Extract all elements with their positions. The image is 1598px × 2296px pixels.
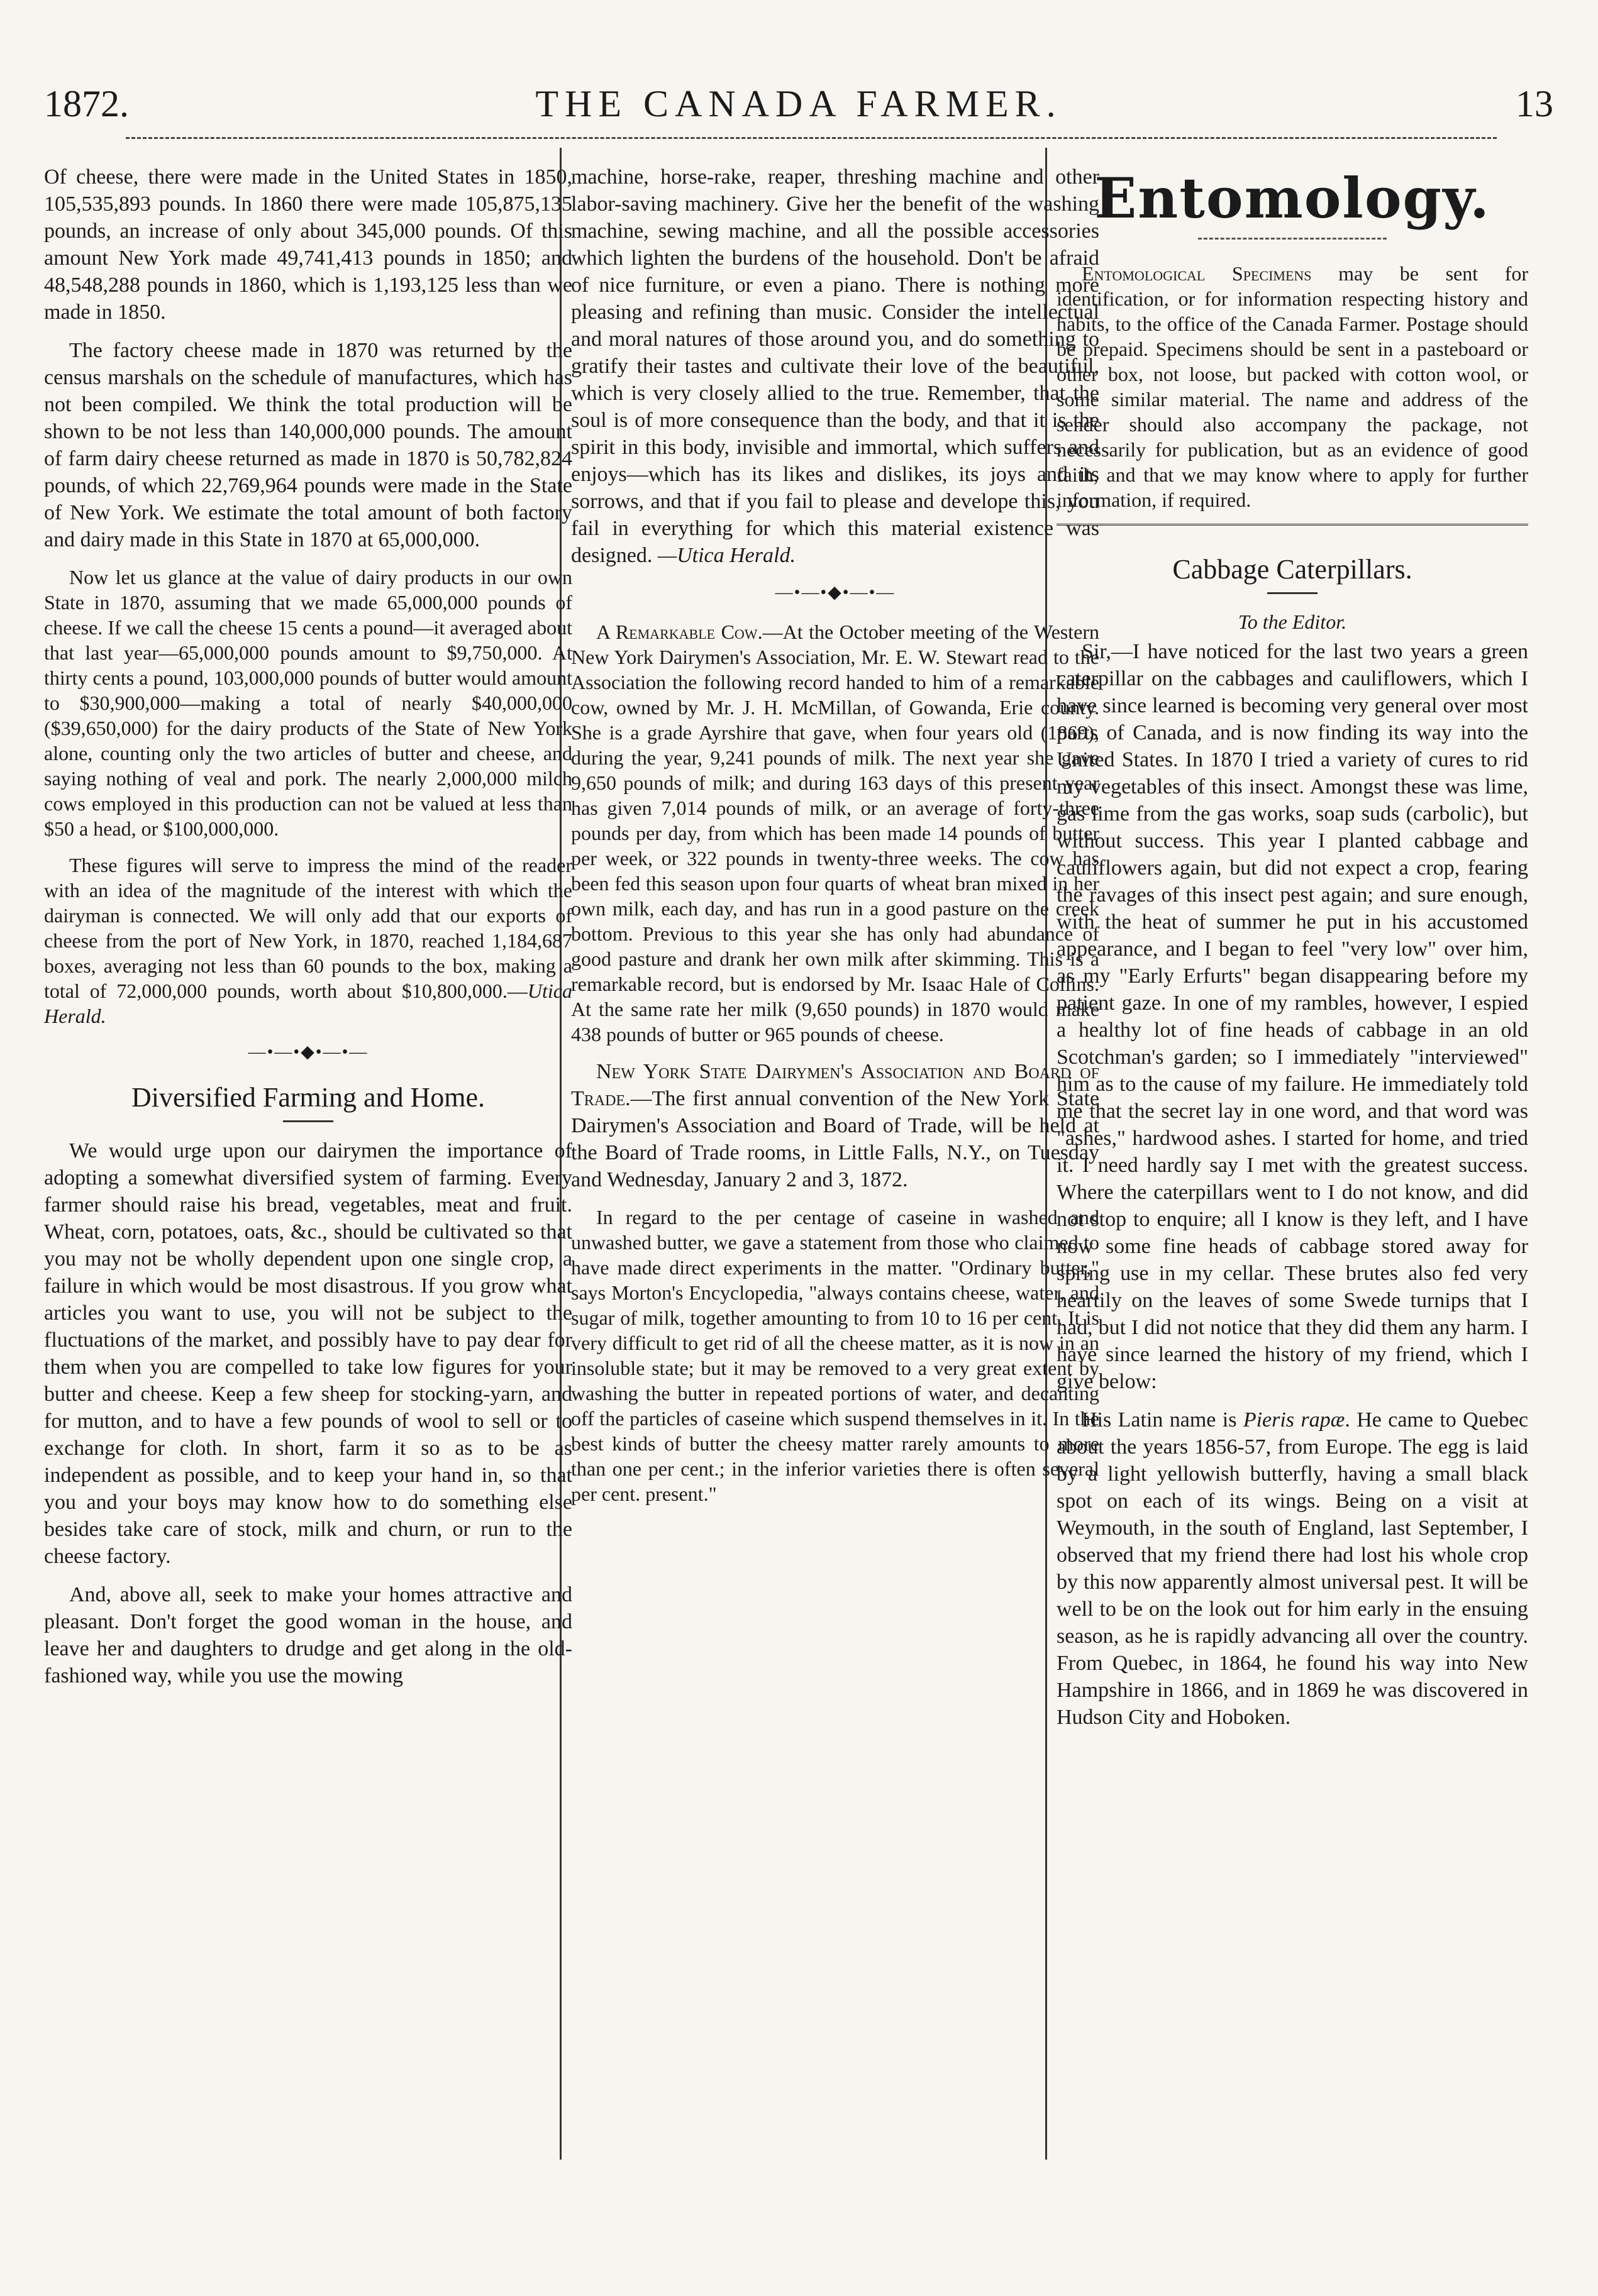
paragraph-lead: A Remarkable Cow. — [596, 621, 763, 643]
notice-paragraph — [1057, 261, 1528, 512]
section-title: Diversified Farming and Home. — [131, 1082, 486, 1113]
article-paragraph — [44, 853, 572, 1029]
column-3 — [1057, 163, 1528, 1742]
article-paragraph — [571, 619, 1099, 1047]
article-paragraph — [571, 1058, 1099, 1193]
header-page-number: 13 — [1516, 83, 1553, 124]
paragraph-lead: Entomological Specimens — [1082, 262, 1312, 285]
latin-name: Pieris rapæ — [1243, 1408, 1345, 1432]
column-2 — [571, 163, 1099, 1518]
paragraph-text: His Latin name is — [1082, 1408, 1243, 1432]
article-paragraph — [1057, 1406, 1528, 1731]
title-rule — [1267, 592, 1318, 594]
ornamental-separator: —•—•◆•—•— — [248, 1042, 369, 1062]
article-paragraph: In regard to the per centage of caseine in washed and unwashed butter, we gave a statement from those who claimed to have made direct experiments in the matter. "Ordinary butter," says Morton's Encyclopedia, "always contains cheese, water, and sugar of milk, together amounting to from 10 to 16 per cent. It is very difficult to get rid of all the cheese matter, as it is now in an insoluble state; but it may be removed to a very great extent by washing the butter in repeated portions of water, and decanting off the particles of caseine which suspend themselves in it. In the best kinds of butter the cheesy matter rarely amounts to more than one per cent.; in the inferior varieties there is often several per cent. present." — [571, 1206, 1099, 1505]
header-rule — [126, 137, 1497, 139]
section-heading-entomology: Entomology. — [1094, 165, 1490, 231]
article-paragraph: We would urge upon our dairymen the importance of adopting a somewhat diversified system of farming. Every farmer should raise his bread, vegetables, meat and fruit. Wheat, corn, potatoes, oats, &c., should be cultivated so that you may not be wholly dependent upon one single crop, a failure in which would be most disastrous. If you grow what articles you want to use, you will not be subject to the fluctuations of the market, and possibly have to pay dear for them when you are compelled to take low figures for your butter and cheese. Keep a few sheep for stocking-yarn, and for mutton, and to have a few pounds of wool to sell or to exchange for cloth. In short, farm it so as to be as independent as possible, and to keep your hand in, so that you and your boys may know how to do something else besides take care of stock, milk and churn, or run to the cheese factory. — [44, 1139, 572, 1568]
paragraph-text: machine, horse-rake, reaper, threshing machine and other labor-saving machinery. Give her the benefit of the washing machine, sewing machine, and all the possible accessories which lighten the burdens of the household. Don't be afraid of nice furniture, or even a piano. There is nothing more pleasing and refining than music. Consider the intellectual and moral natures of those around you, and do something to gratify their tastes and cultivate their love of the beautiful, which is very closely allied to the true. Remember, that the soul is of more consequence than the body, and that it is the spirit in this body, invisible and immortal, which suffers and enjoys—which has its likes and dislikes, its joys and its sorrows, and that if you fail to please and develope this, you fail in everything for which this material existence was designed. — [571, 165, 1099, 567]
title-rule — [283, 1120, 333, 1122]
article-paragraph — [571, 163, 1099, 569]
page-header — [44, 75, 1553, 132]
column-1 — [44, 163, 572, 1701]
paragraph-text: These figures will serve to impress the mind of the reader with an idea of the magnitude of the interest with which the dairyman is connected. We will only add that our exports of cheese from the port of New York, in 1870, reached 1,184,687 boxes, averaging not less than 60 pounds to the box, making a total of 72,000,000 pounds, worth about $10,800,000.— — [44, 854, 572, 1002]
article-paragraph: And, above all, seek to make your homes attractive and pleasant. Don't forget the good woman in the house, and leave her and daughters to drudge and get along in the old-fashioned way, while you use the mowing — [44, 1583, 572, 1687]
heading-rule — [1198, 238, 1387, 240]
header-title: THE CANADA FARMER. — [535, 83, 1062, 124]
section-title: Cabbage Caterpillars. — [1172, 554, 1412, 585]
section-rule — [1057, 524, 1528, 526]
header-year: 1872. — [44, 83, 129, 124]
ornamental-separator: —•—•◆•—•— — [775, 583, 896, 602]
paragraph-text: —At the October meeting of the Western New York Dairymen's Association, Mr. E. W. Stewart read to the Association the following record handed to him of a remarkable cow, owned by Mr. J. H. McMillan, of Gowanda, Erie county. She is a grade Ayrshire that gave, when four years old (1869), during the year, 9,241 pounds of milk. The next year she gave 9,650 pounds of milk; and during 163 days of this present year has given 7,014 pounds of milk, or an average of forty-three pounds per day, from which has been made 14 pounds of butter per week, or 322 pounds in twenty-three weeks. The cow has been fed this season upon four quarts of wheat bran mixed in her own milk, each day, and has run in a good pasture on the creek bottom. Previous to this year she has only had abundance of good pasture and drank her own milk after skimming. This is a remarkable record, but is endorsed by Mr. Isaac Hale of Collins. At the same rate her milk (9,650 pounds) in 1870 would make 438 pounds of butter or 965 pounds of cheese. — [571, 621, 1100, 1046]
paragraph-text: —The first annual convention of the New York State Dairymen's Association and Board of Trade, will be held at the Board of Trade rooms, in Little Falls, N.Y., on Tuesday and Wednesday, January 2 and 3, 1872. — [571, 1087, 1099, 1191]
paragraph-text: may be sent for identification, or for information respecting history and habits, to the office of the Canada Farmer. Postage should be prepaid. Specimens should be sent in a pasteboard or other box, not loose, but packed with cotton wool, or some similar material. The name and address of the sender should also accompany the package, not necessarily for publication, but as an evidence of good faith, and that we may know where to apply for further information, if required. — [1057, 262, 1528, 511]
article-paragraph: Now let us glance at the value of dairy products in our own State in 1870, assuming that we made 65,000,000 pounds of cheese. If we call the cheese 15 cents a pound—it averaged about that last year—65,000,000 pounds amount to $9,750,000. At thirty cents a pound, 103,000,000 pounds of butter would amount to $30,900,000—making a total of nearly $40,000,000 ($39,650,000) for the dairy products of the State of New York alone, counting only the two articles of butter and cheese, and saying nothing of veal and pork. The nearly 2,000,000 milch cows employed in this production can not be valued at less than $50 a head, or $100,000,000. — [44, 566, 572, 840]
letter-salutation: To the Editor. — [1238, 610, 1347, 633]
paragraph-text: . He came to Quebec about the years 1856-57, from Europe. The egg is laid by a light yellowish butterfly, having a small black spot on each of its wings. Being on a visit at Weymouth, in the south of England, last September, I observed that my friend there had lost his whole crop by this now apparently almost universal pest. It will be well to be on the look out for him early in the ensuing season, as he is rapidly advancing all over the country. From Quebec, in 1864, he found his way into New Hampshire in 1866, and in 1869 he was discovered in Hudson City and Hoboken. — [1057, 1408, 1529, 1729]
source-credit: Utica Herald. — [44, 980, 572, 1027]
article-paragraph: The factory cheese made in 1870 was returned by the census marshals on the schedule of manufactures, which has not been compiled. We think the total production will be shown to be not less than 140,000,000 pounds. The amount of farm dairy cheese returned as made in 1870 is 50,782,824 pounds, of which 22,769,964 pounds were made in the State of New York. We estimate the total amount of both factory and dairy made in this State in 1870 at 65,000,000. — [44, 339, 572, 551]
article-paragraph: Of cheese, there were made in the United States in 1850, 105,535,893 pounds. In 1860 there were made 105,875,135 pounds, an increase of only about 345,000 pounds. Of this amount New York made 49,741,413 pounds in 1850; and 48,548,288 pounds in 1860, which is 1,193,125 less than we made in 1850. — [44, 165, 572, 324]
article-paragraph: Sir,—I have noticed for the last two years a green caterpillar on the cabbages and cauliflowers, which I have since learned is becoming very general over most parts of Canada, and is now finding its way into the United States. In 1870 I tried a variety of cures to rid my vegetables of this insect. Amongst these was lime, gas lime from the gas works, soap suds (carbolic), but without success. This year I planted cabbage and cauliflowers again, but did not expect a crop, fearing the ravages of this insect pest again; and sure enough, with the heat of summer he put in his accustomed appearance, and I began to feel "very low" over him, as my "Early Erfurts" began disappearing before my patient gaze. In one of my rambles, however, I espied a healthy lot of fine heads of cabbage in an old Scotchman's garden; so I immediately "interviewed" him as to the cause of my failure. He immediately told me that the secret lay in one word, and that word was "ashes," hardwood ashes. I started for home, and tried it. I need hardly say I met with the greatest success. Where the caterpillars went to I do not know, and did not stop to enquire; all I know is they left, and I have now some fine heads of cabbage stored away for spring use in my cellar. These brutes also fed very heartily on the leaves of some Swede turnips that I had, but I did not notice that they did them any harm. I have since learned the history of my friend, which I give below: — [1057, 640, 1528, 1393]
paragraph-lead: New York State Dairymen's Association and Board of Trade. — [571, 1060, 1099, 1110]
source-credit: —Utica Herald. — [657, 544, 796, 567]
